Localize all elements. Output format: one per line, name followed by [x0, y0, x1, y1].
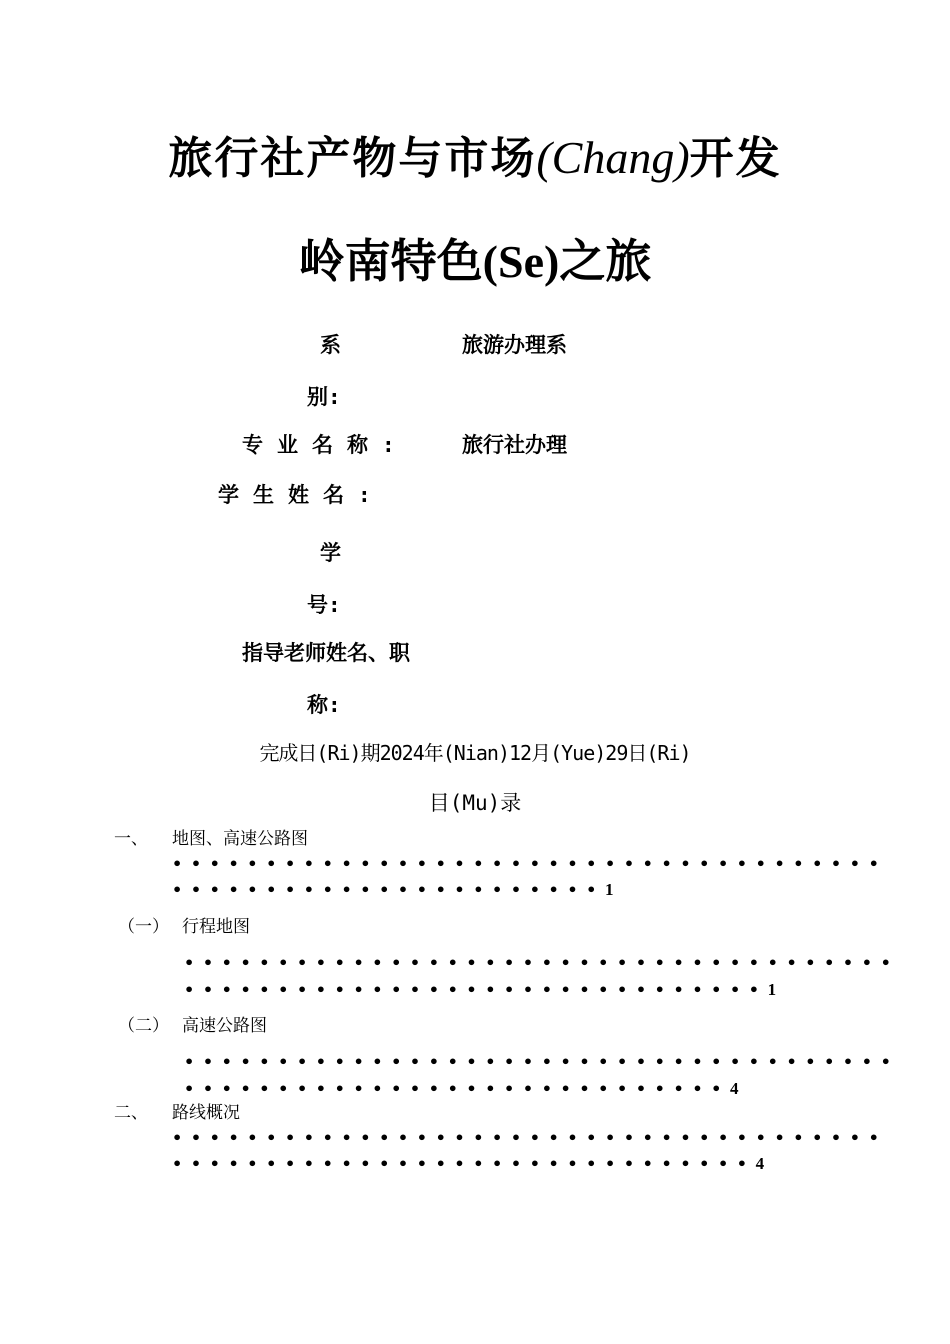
dept-value: 旅游办理系 [462, 333, 567, 357]
dept-label-line-1: 系 [320, 333, 341, 357]
toc-entry-4-page: 4 [755, 1154, 765, 1173]
document-title-line-2 [0, 226, 950, 297]
title-line-1-part-b: 开发 [689, 133, 782, 184]
toc-entry-3-page: 4 [729, 1079, 739, 1098]
title-line-2-part-b: 之旅 [559, 234, 652, 288]
title-line-1-latin: (Chang) [536, 132, 690, 183]
toc-entry-2-leader-dots-cont: •••••••••••••••••••••••••••••••1 [184, 980, 777, 999]
toc-entry-1-leader-dots: •••••••••••••••••••••••••••••••••••••• [172, 854, 888, 873]
toc-entry-4-number: 二、 [114, 1103, 148, 1123]
major-value: 旅行社办理 [462, 433, 567, 457]
major-label: 专业名称: [242, 433, 409, 457]
title-line-2-part-a: 岭南特色 [298, 234, 483, 288]
toc-entry-1-label: 地图、高速公路图 [172, 829, 308, 849]
toc-entry-4-label: 路线概况 [172, 1103, 240, 1123]
toc-entry-2-label: 行程地图 [182, 917, 250, 937]
student-name-label: 学生姓名: [218, 483, 385, 507]
student-id-label-line-1: 学 [320, 541, 341, 565]
toc-title: 目(Mu)录 [428, 791, 522, 815]
dept-label-line-2: 别: [307, 385, 341, 409]
toc-entry-2-leader-dots: •••••••••••••••••••••••••••••••••••••• [184, 953, 900, 972]
toc-entry-4-leader-dots-cont: •••••••••••••••••••••••••••••••4 [172, 1154, 765, 1173]
completion-date: 完成日(Ri)期2024年(Nian)12月(Yue)29日(Ri) [259, 741, 691, 765]
teacher-label-line-1: 指导老师姓名、职 [242, 641, 410, 665]
toc-entry-3-leader-dots-cont: •••••••••••••••••••••••••••••4 [184, 1079, 739, 1098]
toc-entry-1-leader-dots-cont: •••••••••••••••••••••••1 [172, 880, 614, 899]
toc-entry-1-number: 一、 [114, 829, 148, 849]
toc-entry-3-leader-dots: •••••••••••••••••••••••••••••••••••••• [184, 1052, 900, 1071]
title-line-2-latin: (Se) [482, 236, 560, 287]
toc-entry-1-page: 1 [605, 880, 614, 899]
toc-entry-2-number: （一） [118, 917, 169, 937]
toc-entry-2-page: 1 [767, 980, 777, 999]
toc-entry-4-leader-dots: •••••••••••••••••••••••••••••••••••••• [172, 1128, 888, 1147]
student-id-label-line-2: 号: [307, 593, 341, 617]
title-line-1-part-a: 旅行社产物与市场 [168, 133, 537, 184]
toc-entry-3-number: （二） [118, 1016, 169, 1036]
document-title-line-1 [0, 128, 950, 189]
teacher-label-line-2: 称: [307, 693, 341, 717]
toc-entry-3-label: 高速公路图 [182, 1016, 267, 1036]
